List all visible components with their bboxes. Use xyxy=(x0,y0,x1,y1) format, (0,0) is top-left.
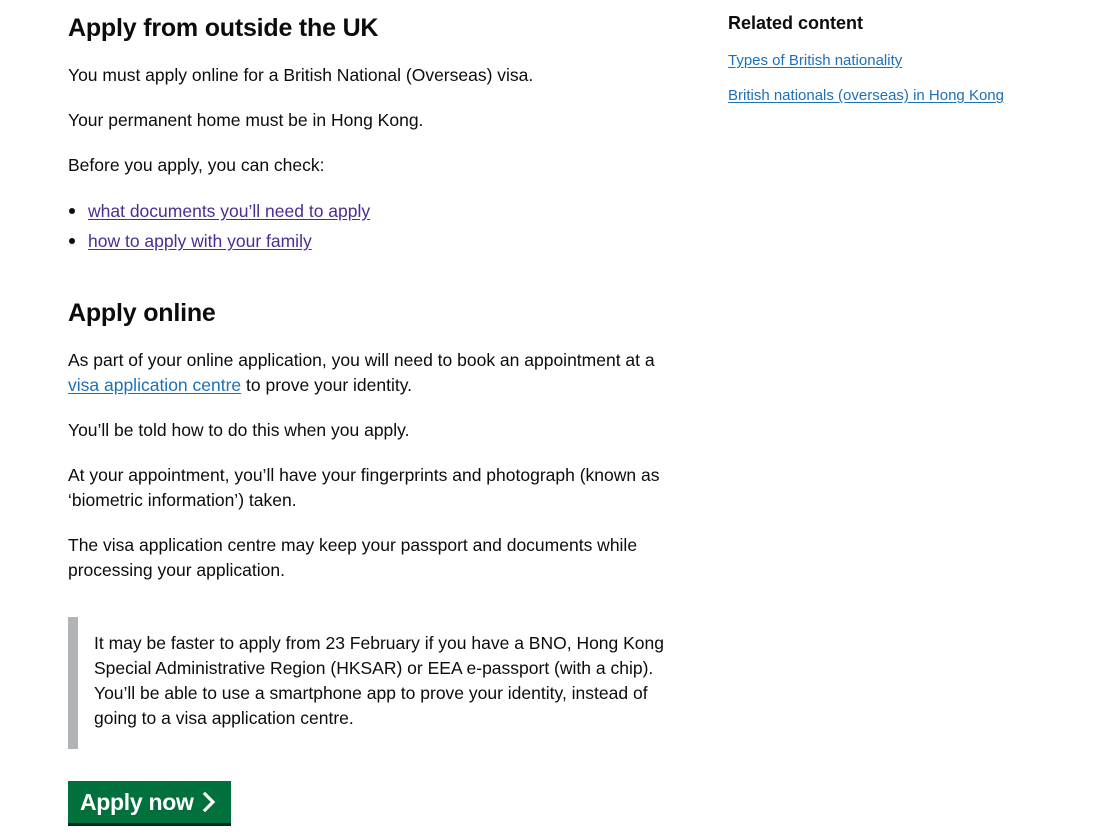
biometric-line-1: At your appointment, you’ll have your fingerprints and photograph (known as xyxy=(68,465,660,485)
bullet-icon xyxy=(69,238,75,244)
link-apply-with-family[interactable]: how to apply with your family xyxy=(88,231,312,251)
paragraph-apply-online-required: You must apply online for a British National (Overseas) visa. xyxy=(68,65,534,85)
heading-apply-outside-uk: Apply from outside the UK xyxy=(68,14,379,42)
appointment-text-end: to prove your identity. xyxy=(241,375,413,395)
inset-line-1: It may be faster to apply from 23 February if you have a BNO, Hong Kong xyxy=(94,633,665,653)
paragraph-appointment xyxy=(68,348,698,398)
chevron-right-icon xyxy=(202,792,216,812)
paragraph-permanent-home: Your permanent home must be in Hong Kong. xyxy=(68,110,424,130)
appointment-text: As part of your online application, you will need to book an appointment at a xyxy=(68,350,655,370)
link-documents-needed[interactable]: what documents you’ll need to apply xyxy=(88,201,371,221)
paragraph-keep-passport xyxy=(68,533,708,583)
paragraph-before-apply: Before you apply, you can check: xyxy=(68,155,325,175)
keep-line-1: The visa application centre may keep your passport and documents while xyxy=(68,535,638,555)
list-item xyxy=(728,85,1004,107)
link-bno-hong-kong[interactable]: British nationals (overseas) in Hong Kong xyxy=(728,87,1004,104)
related-links-list xyxy=(728,50,1004,120)
link-types-british-nationality[interactable]: Types of British nationality xyxy=(728,52,903,69)
link-visa-application-centre[interactable]: visa application centre xyxy=(68,375,242,395)
inset-line-2: Special Administrative Region (HKSAR) or EEA e-passport (with a chip). xyxy=(94,658,654,678)
appointment-text-cont xyxy=(68,373,698,398)
check-list xyxy=(68,196,370,256)
bullet-icon xyxy=(69,208,75,214)
heading-apply-online: Apply online xyxy=(68,299,216,327)
inset-text-smartphone-app xyxy=(68,617,698,749)
related-content-heading: Related content xyxy=(728,13,864,33)
keep-line-2: processing your application. xyxy=(68,560,285,580)
apply-now-button[interactable] xyxy=(68,781,231,823)
biometric-line-2: ‘biometric information’) taken. xyxy=(68,490,297,510)
paragraph-told-how: You’ll be told how to do this when you apply. xyxy=(68,420,410,440)
apply-now-label: Apply now xyxy=(80,789,194,815)
paragraph-biometric xyxy=(68,463,708,513)
inset-line-3: You’ll be able to use a smartphone app to prove your identity, instead of xyxy=(94,683,648,703)
list-item xyxy=(68,196,370,226)
list-item xyxy=(68,226,370,256)
inset-line-4: going to a visa application centre. xyxy=(94,708,354,728)
list-item xyxy=(728,50,1004,72)
